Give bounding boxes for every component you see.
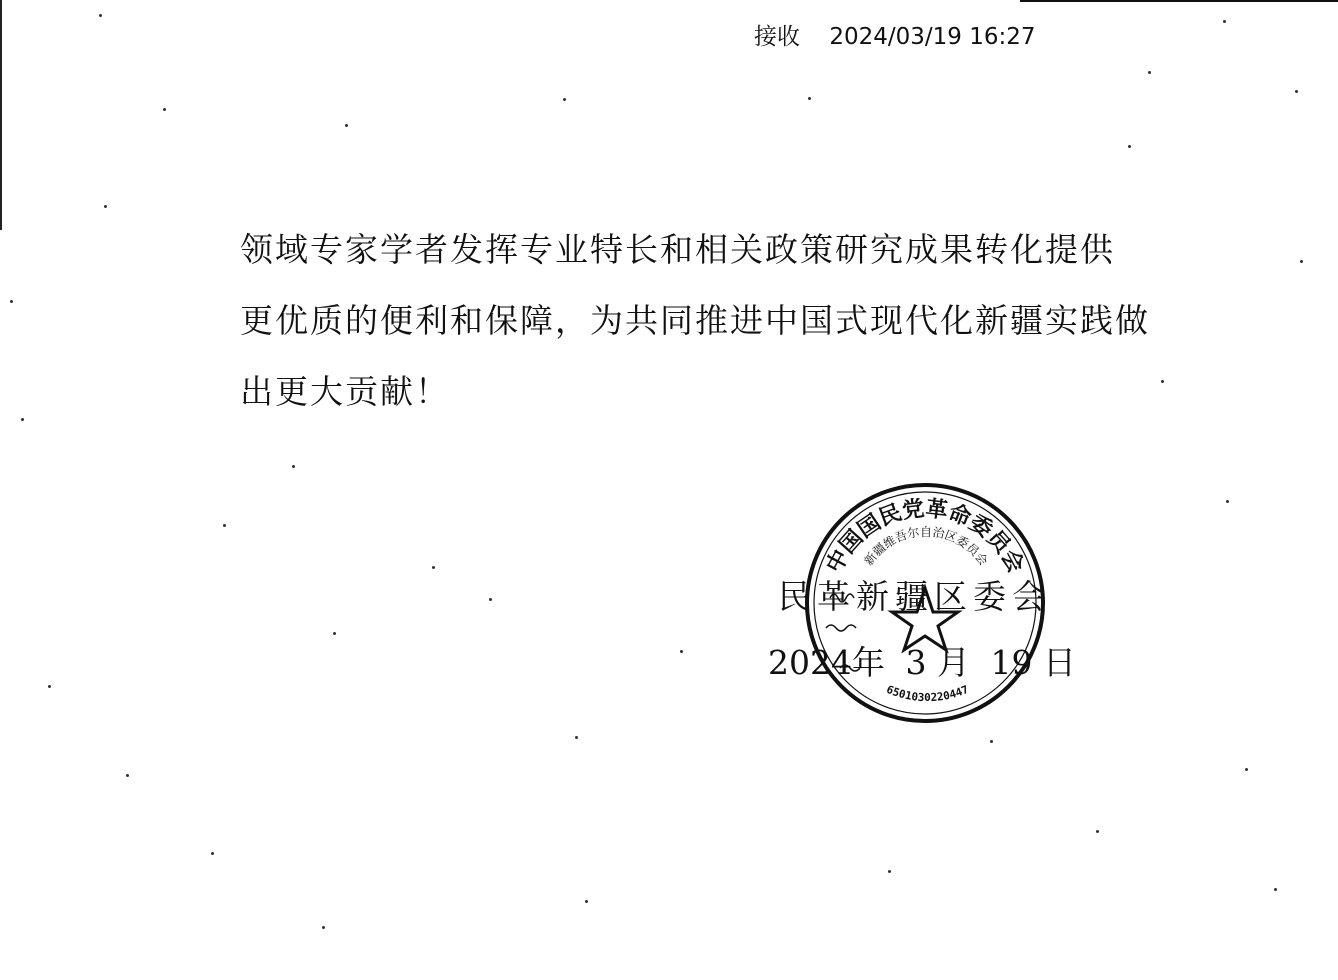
scan-speck xyxy=(1274,888,1277,891)
scan-speck xyxy=(1223,20,1226,23)
scan-speck xyxy=(1148,71,1151,74)
scan-speck xyxy=(99,14,102,17)
letter-body xyxy=(240,214,1150,427)
scan-speck xyxy=(292,465,295,468)
scan-speck xyxy=(345,124,348,127)
scan-speck xyxy=(223,524,226,527)
scan-speck xyxy=(1295,90,1298,93)
left-border-line xyxy=(0,0,2,230)
scan-speck xyxy=(333,632,336,635)
signature-org: 民革新疆区委会 xyxy=(778,577,1051,616)
body-line: 领域专家学者发挥专业特长和相关政策研究成果转化提供 xyxy=(240,230,1115,269)
scan-speck xyxy=(563,98,566,101)
body-line: 更优质的便利和保障，为共同推进中国式现代化新疆实践做 xyxy=(240,301,1150,340)
scan-speck xyxy=(10,300,13,303)
seal-script-mark xyxy=(826,625,856,631)
scan-speck xyxy=(585,900,588,903)
scan-speck xyxy=(1245,768,1248,771)
scan-speck xyxy=(1300,260,1303,263)
scan-speck xyxy=(808,97,811,100)
scan-speck xyxy=(104,205,107,208)
scan-speck xyxy=(489,598,492,601)
scan-speck xyxy=(126,774,129,777)
scan-speck xyxy=(575,736,578,739)
scan-speck xyxy=(21,418,24,421)
scan-speck xyxy=(322,926,325,929)
scan-speck xyxy=(211,852,214,855)
top-border-line xyxy=(1020,0,1338,2)
date-day: 19 日 xyxy=(990,643,1076,682)
scan-speck xyxy=(1096,830,1099,833)
body-line: 出更大贡献！ xyxy=(240,372,450,411)
date-month: 3 月 xyxy=(905,643,970,682)
seal-serial: 6501030220447 xyxy=(884,682,971,705)
scan-speck xyxy=(1226,500,1229,503)
receipt-timestamp: 2024/03/19 16:27 xyxy=(829,24,1036,50)
receipt-label: 接收 xyxy=(754,24,800,50)
signature-date xyxy=(768,637,1086,684)
scan-speck xyxy=(888,870,891,873)
receipt-stamp xyxy=(754,18,1035,51)
seal-outer-text: 中国国民党革命委员会 xyxy=(822,496,1028,578)
scan-speck xyxy=(1161,380,1164,383)
scan-speck xyxy=(990,740,993,743)
scan-speck xyxy=(48,685,51,688)
scan-speck xyxy=(680,650,683,653)
date-year: 2024年 xyxy=(768,643,885,682)
scan-speck xyxy=(1128,145,1131,148)
scan-speck xyxy=(432,566,435,569)
scan-speck xyxy=(163,108,166,111)
seal-inner-text: 新疆维吾尔自治区委员会 xyxy=(861,524,991,569)
